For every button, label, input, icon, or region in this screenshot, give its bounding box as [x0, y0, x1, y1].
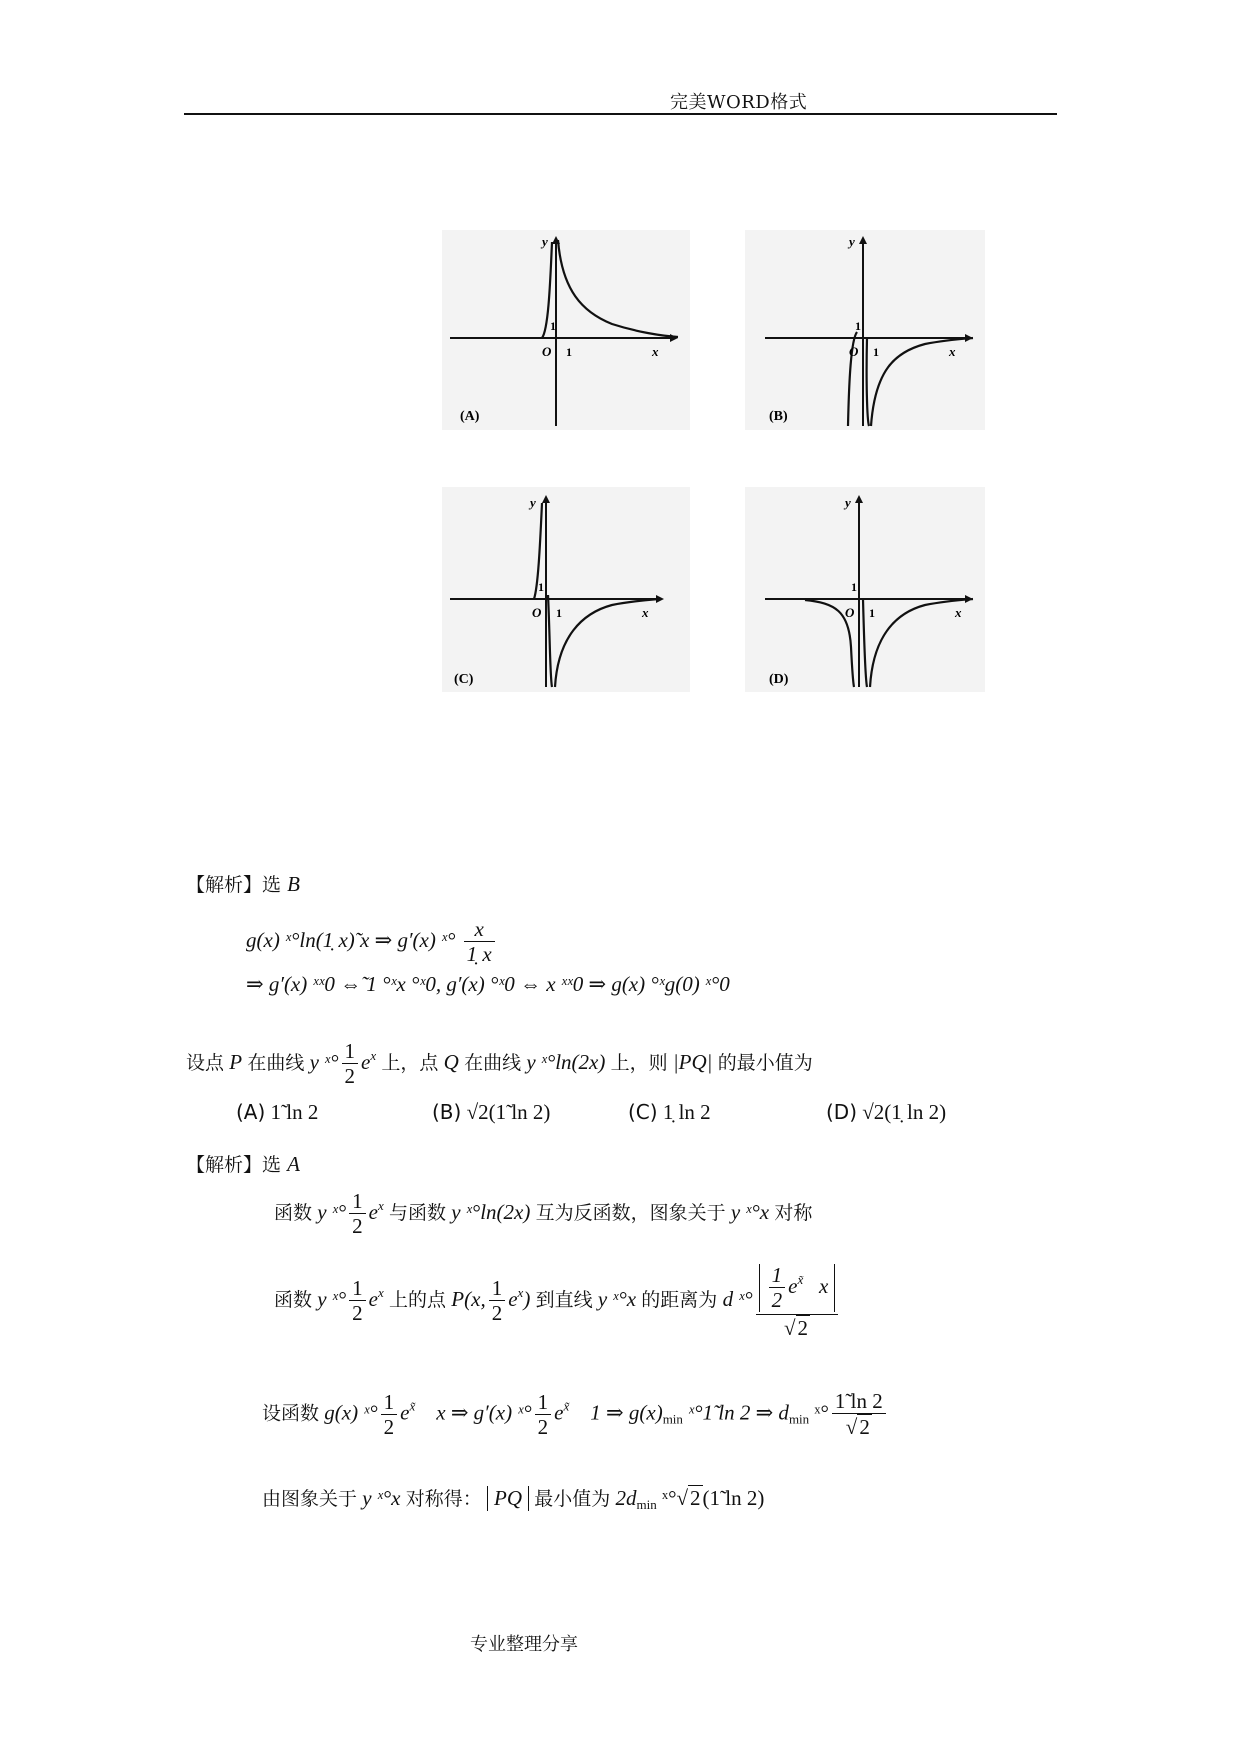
q2-q: Q	[443, 1049, 459, 1074]
s2l3-h: ˣ°	[814, 1400, 829, 1425]
header-title: 完美WORD格式	[670, 92, 808, 113]
s2l1-e: y ˣ°ln(2x)	[451, 1199, 531, 1224]
curve-right-a	[863, 599, 867, 687]
s2l1-den: 2	[352, 1214, 363, 1239]
s2l2-inner-den: 2	[771, 1288, 783, 1313]
q2-mid2: 上，点	[381, 1051, 439, 1074]
y-axis-arrow	[859, 236, 867, 244]
y-label: y	[530, 495, 536, 510]
tick-one: 1	[869, 606, 875, 620]
s2l1-d: 与函数	[389, 1201, 447, 1224]
s2l4-e: 最小值为	[534, 1488, 611, 1510]
y-axis-arrow	[855, 495, 863, 503]
sol1-line2: ⇒ g′(x) ˣˣ0 ⇔̃ 1 °ˣx °ˣ0, g′(x) °ˣ0 ⇔ x ˣˣ0 ⇒ g(x) °ˣg(0) ˣ°0	[246, 972, 730, 996]
sol2-answer: A	[287, 1152, 300, 1176]
s2l3-e: e	[554, 1400, 564, 1425]
sol2-line1	[274, 1190, 812, 1238]
s2l4-i: (1̃ ln 2)	[702, 1486, 765, 1510]
curve-right-b	[871, 338, 973, 426]
s2l3-num: 1	[381, 1391, 398, 1415]
q2-eq1a: y ˣ°	[309, 1049, 339, 1074]
s2l3-den2: 2	[537, 1414, 549, 1439]
s2l3-frac1	[381, 1391, 398, 1439]
q2-frac-num: 1	[342, 1040, 359, 1064]
footer-text: 专业整理分享	[470, 1634, 578, 1655]
s2l2-j: 的距离为	[641, 1289, 718, 1311]
s2l3-frac3: $\frac{1̃ \ln 2}{√2}$	[832, 1390, 886, 1439]
s2l2-e: P(x,	[451, 1287, 486, 1311]
origin-label: O	[542, 344, 552, 359]
q2-pre: 设点	[186, 1051, 225, 1074]
option-b	[432, 1100, 550, 1125]
s2l4-a: 由图象关于	[262, 1488, 358, 1510]
s2l2-sqrt2: 2	[797, 1316, 808, 1341]
sol1-heading-line	[186, 870, 300, 897]
sol1-line1-left: g(x) ˣ°ln(1̣ x)̃ x ⇒ g′(x) ˣ°	[246, 927, 456, 952]
q2-e: e	[361, 1049, 371, 1074]
s2l4-sqrt: 2	[690, 1486, 701, 1510]
curve-right-a	[867, 338, 869, 426]
s2l3-fr-den: 2	[859, 1415, 870, 1440]
option-a-expr: 1̃ ln 2	[270, 1100, 319, 1124]
s2l4-b: y ˣ°x	[362, 1486, 401, 1510]
sol1-line1	[246, 918, 498, 966]
s2l1-h: 对称	[774, 1201, 813, 1224]
origin-label: O	[849, 344, 859, 359]
s2l2-i: y ˣ°x	[597, 1287, 637, 1311]
y-axis-arrow	[542, 495, 550, 503]
option-c	[628, 1100, 711, 1125]
s2l1-csup: x	[378, 1197, 384, 1213]
graph-a	[442, 230, 690, 430]
graph-d-svg	[745, 487, 985, 692]
q2-abs: |PQ|	[672, 1049, 713, 1074]
s2l1-g: y ˣ°x	[730, 1199, 770, 1224]
s2l3-b: g(x) ˣ°	[324, 1400, 378, 1425]
q2-e-sup: x	[370, 1047, 377, 1063]
question2	[186, 1040, 813, 1088]
s2l2-inner-e: e	[788, 1273, 798, 1298]
s2l4-c: 对称得：	[405, 1488, 482, 1510]
s2l2-abs	[759, 1264, 836, 1312]
origin-label: O	[532, 605, 542, 620]
s2l2-k: d ˣ°	[722, 1287, 753, 1311]
q2-mid3: 在曲线	[464, 1051, 522, 1074]
graph-b	[745, 230, 985, 430]
header-rule	[184, 113, 1057, 115]
sol1-heading: 【解析】选	[186, 874, 282, 896]
q2-frac-den: 2	[344, 1064, 356, 1089]
s2l2-b: y ˣ°	[317, 1287, 347, 1311]
y-label: y	[542, 234, 548, 249]
s2l2-csup: x	[378, 1285, 384, 1300]
option-a	[236, 1100, 318, 1125]
sol1-frac-den: 1̣ x	[466, 942, 492, 967]
s2l3-fsub: min	[662, 1411, 683, 1427]
x-label: x	[949, 344, 956, 359]
q2-frac	[342, 1040, 359, 1088]
s2l2-num: 1	[349, 1277, 366, 1301]
s2l2-f: e	[508, 1287, 518, 1311]
s2l2-num2: 1	[489, 1277, 506, 1301]
s2l4-fsub: min	[636, 1497, 657, 1512]
x-label: x	[642, 605, 649, 620]
s2l2-a: 函数	[274, 1289, 313, 1311]
s2l2-d: 上的点	[389, 1289, 447, 1311]
s2l3-c: e	[400, 1400, 410, 1425]
s2l4-f: 2d	[615, 1486, 637, 1510]
s2l1-num: 1	[349, 1190, 366, 1214]
sol2-line2	[274, 1262, 841, 1340]
s2l2-den: 2	[352, 1301, 363, 1326]
sol1-answer: B	[287, 872, 300, 896]
option-d	[826, 1100, 946, 1125]
sol2-heading: 【解析】选	[186, 1154, 282, 1176]
graph-label: (D)	[769, 672, 789, 687]
s2l2-distance-frac: $\frac{1}{2}$ $e^{x̃}$ x √2	[756, 1262, 839, 1340]
curve-right-a	[548, 595, 552, 687]
graph-b-svg	[745, 230, 985, 430]
graph-label: (B)	[769, 409, 788, 424]
s2l2-inner-num: 1	[769, 1264, 786, 1288]
s2l3-esup: x̃	[563, 1398, 570, 1414]
x-label: x	[955, 605, 962, 620]
y-label: y	[849, 234, 855, 249]
option-c-label: (C)	[628, 1100, 658, 1124]
s2l1-b: y ˣ°	[317, 1199, 347, 1224]
s2l2-c: e	[368, 1287, 378, 1311]
s2l2-inner-x: x	[819, 1273, 829, 1298]
s2l2-frac2	[489, 1277, 506, 1325]
s2l2-den2: 2	[491, 1301, 503, 1326]
q2-mid1: 在曲线	[247, 1051, 305, 1074]
tick-one: 1	[556, 606, 562, 620]
curve-right	[558, 240, 678, 337]
s2l3-csup: x̃	[409, 1398, 416, 1414]
s2l3-a: 设函数	[262, 1402, 320, 1425]
tick-one: 1	[873, 345, 879, 359]
q2-post: 的最小值为	[717, 1051, 813, 1074]
option-a-label: (A)	[236, 1100, 266, 1124]
graph-label: (C)	[454, 672, 474, 687]
s2l3-frac2	[535, 1391, 552, 1439]
tick-one: 1	[566, 345, 572, 359]
x-label: x	[652, 344, 659, 359]
y-one: 1	[855, 319, 861, 333]
option-b-expr: √2(1̃ ln 2)	[466, 1100, 551, 1124]
option-b-label: (B)	[432, 1100, 462, 1124]
sol2-line4: 由图象关于 y ˣ°x 对称得： PQ 最小值为 $2d_{min}$ ˣ°√2(1̃ ln 2)	[262, 1486, 765, 1512]
graph-label: (A)	[460, 409, 480, 424]
sol2-heading-line	[186, 1150, 300, 1177]
option-c-expr: 1̣ ln 2	[662, 1100, 711, 1124]
y-one: 1	[851, 580, 857, 594]
sol1-line1-frac	[464, 918, 495, 966]
origin-label: O	[845, 605, 855, 620]
s2l4-g: ˣ°	[662, 1486, 677, 1510]
s2l2-inner-esup: x̃	[797, 1271, 804, 1287]
s2l4-abs-pq: PQ	[487, 1486, 529, 1511]
option-d-expr: √2(1̣ ln 2)	[862, 1100, 947, 1124]
s2l3-gsub: min	[788, 1411, 810, 1427]
s2l3-d: x ⇒ g′(x) ˣ°	[436, 1400, 532, 1425]
s2l1-frac	[349, 1190, 366, 1238]
sol2-line3	[262, 1390, 889, 1439]
y-label: y	[845, 495, 851, 510]
y-one: 1	[550, 319, 556, 333]
s2l3-fr-num: 1̃ ln 2	[832, 1390, 886, 1414]
q2-p: P	[229, 1049, 243, 1074]
s2l2-g: )	[523, 1287, 531, 1311]
s2l2-inner-frac	[769, 1264, 786, 1312]
q2-mid4: 上，则	[610, 1051, 668, 1074]
s2l1-c: e	[368, 1199, 378, 1224]
y-one: 1	[538, 580, 544, 594]
option-d-label: (D)	[826, 1100, 858, 1124]
sol1-frac-num: x	[464, 918, 495, 942]
graph-a-svg	[442, 230, 690, 430]
s2l1-a: 函数	[274, 1201, 313, 1224]
s2l2-h: 到直线	[535, 1289, 593, 1311]
s2l3-den: 2	[383, 1414, 395, 1439]
s2l2-frac1	[349, 1277, 366, 1325]
s2l3-num2: 1	[535, 1391, 552, 1415]
graph-d	[745, 487, 985, 692]
graph-c-svg	[442, 487, 690, 692]
s2l1-f: 互为反函数，图象关于	[535, 1201, 726, 1224]
s2l3-f: 1 ⇒ g(x)	[590, 1400, 663, 1425]
graph-c	[442, 487, 690, 692]
s2l3-g: ˣ°1̃ ln 2 ⇒ d	[688, 1400, 789, 1425]
s2l2-fsup: x	[517, 1285, 524, 1300]
q2-eq2: y ˣ°ln(2x)	[526, 1049, 606, 1074]
